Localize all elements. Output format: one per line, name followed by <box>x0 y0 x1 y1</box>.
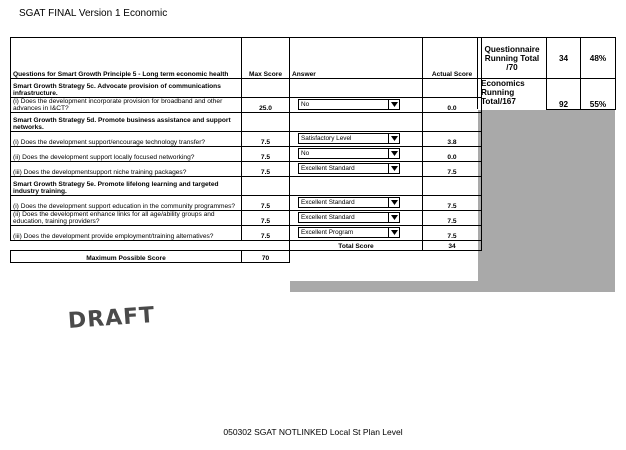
actual-score-value: 7.5 <box>423 226 482 241</box>
economics-total-percent: 55% <box>581 79 616 110</box>
header-max-score: Max Score <box>242 38 290 79</box>
question-text: (i) Does the development incorporate provision for broadband and other advances in I&CT? <box>11 98 242 113</box>
answer-select[interactable] <box>298 197 400 208</box>
total-score-label: Total Score <box>290 241 423 251</box>
max-score-value: 7.5 <box>242 132 290 147</box>
question-text: (iii) Does the developmentsupport niche training packages? <box>11 162 242 177</box>
max-possible-label: Maximum Possible Score <box>11 251 242 263</box>
actual-score-value: 3.8 <box>423 132 482 147</box>
max-score-value: 7.5 <box>242 226 290 241</box>
answer-select[interactable] <box>298 227 400 238</box>
shaded-band <box>290 281 615 292</box>
dropdown-arrow-button[interactable] <box>388 149 399 158</box>
answer-value: No <box>301 101 310 108</box>
dropdown-arrow-button[interactable] <box>388 134 399 143</box>
answer-select[interactable] <box>298 133 400 144</box>
answer-value: Excellent Standard <box>301 199 355 206</box>
total-score-row <box>11 241 482 251</box>
running-totals-table <box>477 37 616 110</box>
table-row <box>11 147 482 162</box>
chevron-down-icon <box>391 102 398 107</box>
table-row <box>11 132 482 147</box>
table-row <box>11 162 482 177</box>
questionnaire-total-percent: 48% <box>581 38 616 79</box>
question-text: (i) Does the development support/encourage technology transfer? <box>11 132 242 147</box>
question-text: (iii) Does the development provide employment/training alternatives? <box>11 226 242 241</box>
answer-select[interactable] <box>298 99 400 110</box>
questionnaire-total-row <box>478 38 616 79</box>
total-score-value: 34 <box>423 241 482 251</box>
actual-score-value: 0.0 <box>423 147 482 162</box>
chevron-down-icon <box>391 136 398 141</box>
actual-score-value: 0.0 <box>423 98 482 113</box>
economics-total-label <box>478 79 547 110</box>
answer-value: Excellent Standard <box>301 214 355 221</box>
max-score-value: 7.5 <box>242 162 290 177</box>
table-row <box>11 211 482 226</box>
answer-select[interactable] <box>298 148 400 159</box>
actual-score-value: 7.5 <box>423 162 482 177</box>
max-score-value: 7.5 <box>242 147 290 162</box>
strategy-5d-heading: Smart Growth Strategy 5d. Promote business assistance and support networks. <box>11 113 242 132</box>
strategy-row <box>11 79 482 98</box>
document-footer: 050302 SGAT NOTLINKED Local St Plan Level <box>223 427 403 437</box>
question-text: (ii) Does the development support locally focused networking? <box>11 147 242 162</box>
dropdown-arrow-button[interactable] <box>388 164 399 173</box>
max-score-value: 7.5 <box>242 196 290 211</box>
economics-total-value: 92 <box>547 79 581 110</box>
draft-watermark: DRAFT <box>67 302 157 335</box>
chevron-down-icon <box>391 200 398 205</box>
chevron-down-icon <box>391 166 398 171</box>
strategy-5c-heading: Smart Growth Strategy 5c. Advocate provision of communications infrastructure. <box>11 79 242 98</box>
table-header-row <box>11 38 482 79</box>
questionnaire-total-label: Questionnaire Running Total /70 <box>478 38 547 79</box>
document-title: SGAT FINAL Version 1 Economic <box>19 8 168 19</box>
header-questions: Questions for Smart Growth Principle 5 - Long term economic health <box>11 38 242 79</box>
table-row <box>11 226 482 241</box>
dropdown-arrow-button[interactable] <box>388 213 399 222</box>
questionnaire-total-value: 34 <box>547 38 581 79</box>
answer-value: Excellent Program <box>301 229 354 236</box>
actual-score-value: 7.5 <box>423 196 482 211</box>
max-possible-row <box>11 251 482 263</box>
answer-select[interactable] <box>298 163 400 174</box>
table-row <box>11 98 482 113</box>
answer-value: Satisfactory Level <box>301 135 352 142</box>
shaded-area <box>478 110 615 282</box>
answer-select[interactable] <box>298 212 400 223</box>
strategy-5e-heading: Smart Growth Strategy 5e. Promote lifelong learning and targeted industry training. <box>11 177 242 196</box>
question-text: (i) Does the development support education in the community programmes? <box>11 196 242 211</box>
max-possible-value: 70 <box>242 251 290 263</box>
max-score-value: 7.5 <box>242 211 290 226</box>
answer-value: No <box>301 150 310 157</box>
dropdown-arrow-button[interactable] <box>388 100 399 109</box>
chevron-down-icon <box>391 215 398 220</box>
economics-label-line2: Total/167 <box>481 97 516 106</box>
strategy-row <box>11 177 482 196</box>
economics-label-line1: Economics Running <box>481 79 525 97</box>
dropdown-arrow-button[interactable] <box>388 198 399 207</box>
header-actual-score: Actual Score <box>423 38 482 79</box>
question-text: (ii) Does the development enhance links for all age/ability groups and education, training providers? <box>11 211 242 226</box>
header-answer: Answer <box>290 38 423 79</box>
economics-total-row <box>478 79 616 110</box>
chevron-down-icon <box>391 151 398 156</box>
answer-value: Excellent Standard <box>301 165 355 172</box>
max-score-value: 25.0 <box>242 98 290 113</box>
questionnaire-table <box>10 37 482 263</box>
actual-score-value: 7.5 <box>423 211 482 226</box>
strategy-row <box>11 113 482 132</box>
chevron-down-icon <box>391 230 398 235</box>
dropdown-arrow-button[interactable] <box>388 228 399 237</box>
table-row <box>11 196 482 211</box>
